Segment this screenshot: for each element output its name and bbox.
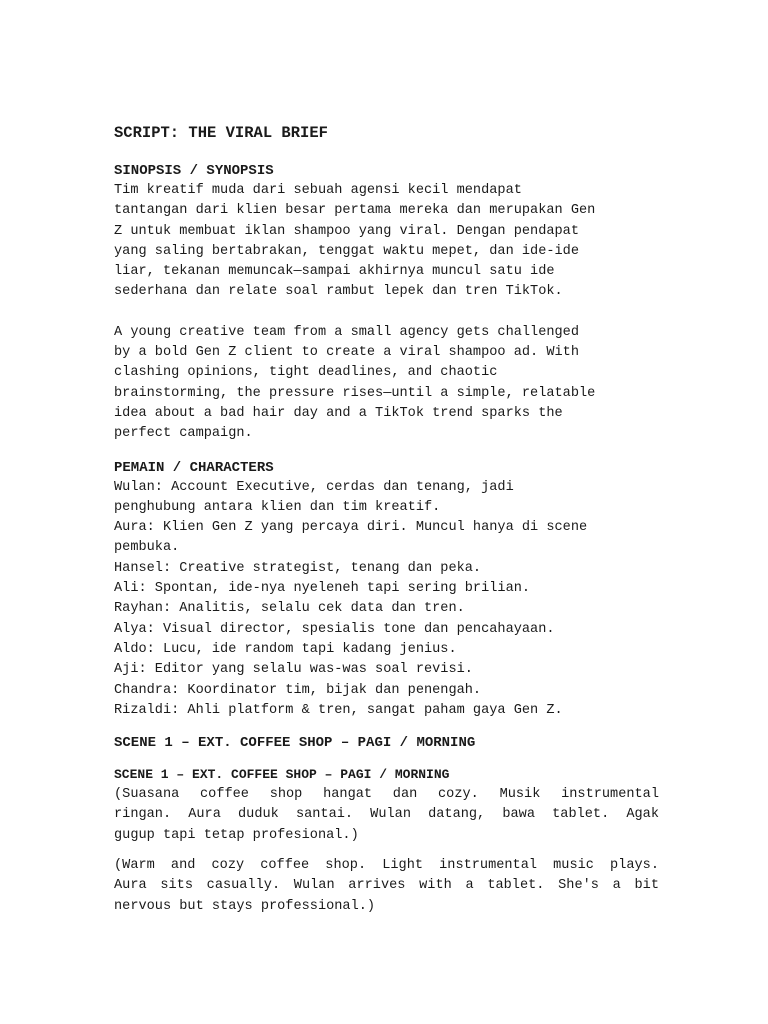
- scene1-en-line: (Warm and cozy coffee shop. Light instrumental music plays.: [114, 858, 659, 874]
- synopsis-id-line: sederhana dan relate soal rambut lepek dan tren TikTok.: [114, 284, 563, 300]
- character-line: Rayhan: Analitis, selalu cek data dan tren.: [114, 601, 465, 617]
- synopsis-en-line: clashing opinions, tight deadlines, and chaotic: [114, 365, 498, 381]
- character-line: Rizaldi: Ahli platform & tren, sangat paham gaya Gen Z.: [114, 702, 563, 718]
- scene1-id-line: ringan. Aura duduk santai. Wulan datang, bawa tablet. Agak: [114, 807, 659, 823]
- scene1-indonesian: [114, 785, 659, 846]
- scene1-en-line: nervous but stays professional.): [114, 898, 376, 914]
- character-line: Wulan: Account Executive, cerdas dan tenang, jadi: [114, 479, 514, 495]
- synopsis-id-line: liar, tekanan memuncak—sampai akhirnya muncul satu ide: [114, 264, 555, 280]
- synopsis-en-line: idea about a bad hair day and a TikTok trend sparks the: [114, 405, 563, 421]
- scene1-heading: SCENE 1 – EXT. COFFEE SHOP – PAGI / MORNING: [114, 735, 476, 752]
- character-line: penghubung antara klien dan tim kreatif.: [114, 499, 441, 515]
- script-page: [114, 122, 659, 917]
- characters-heading: PEMAIN / CHARACTERS: [114, 459, 274, 476]
- synopsis-english: [114, 323, 659, 445]
- synopsis-en-line: perfect campaign.: [114, 426, 253, 442]
- scene1-en-line: Aura sits casually. Wulan arrives with a tablet. She's a bit: [114, 878, 659, 894]
- synopsis-id-line: tantangan dari klien besar pertama mereka dan merupakan Gen: [114, 203, 596, 219]
- document-title: SCRIPT: THE VIRAL BRIEF: [114, 124, 328, 142]
- synopsis-en-line: brainstorming, the pressure rises—until a simple, relatable: [114, 385, 596, 401]
- synopsis-indonesian: [114, 181, 659, 303]
- character-line: Alya: Visual director, spesialis tone dan pencahayaan.: [114, 621, 555, 637]
- characters-list: [114, 478, 659, 722]
- character-line: Chandra: Koordinator tim, bijak dan penengah.: [114, 682, 482, 698]
- character-line: Ali: Spontan, ide-nya nyeleneh tapi sering brilian.: [114, 581, 531, 597]
- character-line: Hansel: Creative strategist, tenang dan peka.: [114, 560, 482, 576]
- synopsis-id-line: Tim kreatif muda dari sebuah agensi kecil mendapat: [114, 183, 522, 198]
- character-line: Aura: Klien Gen Z yang percaya diri. Muncul hanya di scene: [114, 520, 588, 536]
- scene1-id-line: gugup tapi tetap profesional.): [114, 827, 359, 843]
- scene1-english: [114, 856, 659, 917]
- character-line: pembuka.: [114, 540, 180, 556]
- synopsis-id-line: Z untuk membuat iklan shampoo yang viral. Dengan pendapat: [114, 223, 579, 239]
- synopsis-en-line: by a bold Gen Z client to create a viral shampoo ad. With: [114, 345, 579, 361]
- synopsis-en-line: A young creative team from a small agency gets challenged: [114, 324, 579, 340]
- scene1-id-line: (Suasana coffee shop hangat dan cozy. Musik instrumental: [114, 787, 659, 803]
- synopsis-heading: SINOPSIS / SYNOPSIS: [114, 163, 274, 179]
- synopsis-id-line: yang saling bertabrakan, tenggat waktu mepet, dan ide-ide: [114, 243, 579, 259]
- scene1-subheading: SCENE 1 – EXT. COFFEE SHOP – PAGI / MORNING: [114, 767, 450, 783]
- character-line: Aji: Editor yang selalu was-was soal revisi.: [114, 662, 473, 678]
- character-line: Aldo: Lucu, ide random tapi kadang jenius.: [114, 641, 457, 657]
